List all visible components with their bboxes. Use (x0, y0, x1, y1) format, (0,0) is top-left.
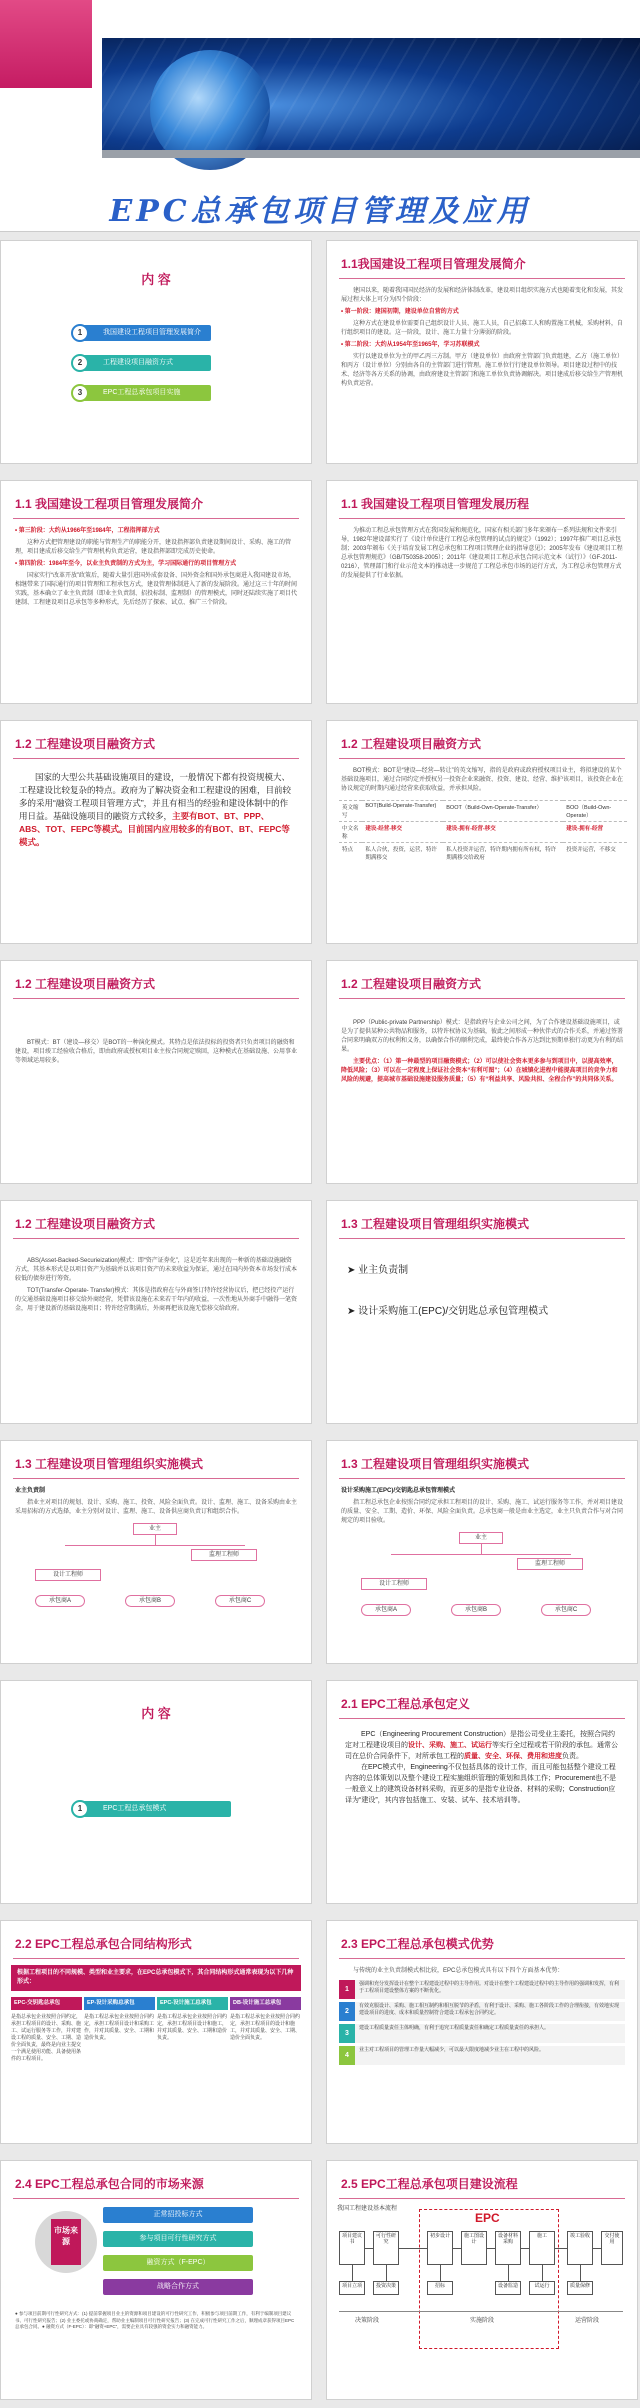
slide-financing-4 (326, 960, 638, 1184)
stage-heading: • 第二阶段：大约从1954年至1965年，学习苏联模式 (341, 342, 480, 348)
paragraph: 实行以建设单位为主的甲乙丙三方制。甲方（建设单位）由政府主管部门负责组建，乙方（施工单位）和丙方（设计单位）分别由各自的主管部门进行管理。施工单位行行建设单位领导。项目建设过程中的技术、经济等各方关系的协调，由政府建设主管部门和施工单位负责协调解决。项目建成后移交给生产管理机构负责运营。 (341, 354, 624, 387)
banner-texture (102, 38, 640, 150)
toc-item-1[interactable] (77, 1801, 231, 1817)
connector (593, 2248, 601, 2249)
connector (453, 2248, 461, 2249)
connector (352, 2265, 353, 2281)
market-bar: 战略合作方式 (103, 2279, 253, 2295)
list-item-label: 设计采购施工(EPC)/交钥匙总承包管理模式 (358, 1306, 549, 1317)
slide-body (341, 1967, 623, 1976)
slide-title: 1.2 工程建设项目融资方式 (15, 977, 156, 991)
item-number: 1 (339, 1980, 355, 1999)
contract-column (11, 1997, 82, 2063)
table-row (339, 801, 627, 822)
highlight-text: 设计、采购、施工、试运行 (408, 1742, 492, 1749)
slide-title: 2.4 EPC工程总承包合同的市场来源 (15, 2177, 204, 2191)
title-rule (339, 1718, 625, 1719)
list-item[interactable]: ➤ 设计采购施工(EPC)/交钥匙总承包管理模式 (347, 1306, 549, 1317)
slide-dev-intro-2 (0, 480, 312, 704)
paragraph: BOT模式：BOT是“建设—经营—转让”的英文缩写，指的是政府或政府授权项目业主，将拟建设的某个基础设施项目，通过合同约定并授权另一投资企业来融资、投资、建设、经营、维护该项目，该投资企业在协议规定的时期内通过经营来获取收益，并承担风险。 (341, 768, 624, 792)
paragraph: ABS(Asset-Backed-Securieization)模式：即“资产证券化”，这是近年来出现的一种新的基础设施融资方式，其基本形式是以项目资产为基础并以该项目资产的未来收益为保证，通过在国内外资本市场发行成本较低的债券进行筹资。 (15, 1258, 298, 1282)
stage-heading: • 第一阶段：建国初期，建设单位自营的方式 (341, 309, 459, 315)
column-header: EPC-交钥匙总承包 (11, 1997, 82, 2010)
org-node-contractor-b: 承包商B (451, 1604, 501, 1616)
slide-financing-3 (0, 960, 312, 1184)
paragraph: 国家的大型公共基础设施项目的建设，一般情况下都有投资规模大、工程建设比较复杂的特点。政府为了解决资金和工程建设的困难，目前较多的采用“融资工程项目管理方式”，并且有相当的经验和建设体制中的作用日益。基础设施项目的融资方式较多， (19, 772, 292, 821)
cover-divider (102, 150, 640, 158)
slide-note: ● 参与项目前期可行性研究方式：(1) 提前掌握项目业主的资源和项目建设的可行性研究工作，积极参与项目前期工作，有利于编制项目建议书、可行性研究报告；(2) 业主委托或协商确定，帮助业主编制项目可行性研究报告；(3) 在完成可行性研究工作之后，顺理成章获得项目EPC总承包合同。● 融资方式（F-EPC）：即“融资+EPC”，需要企业具有较强的资金实力和融资能力。 (15, 2311, 295, 2329)
flow-box: 试运行 (529, 2281, 555, 2295)
flow-box: 初步设计 (427, 2231, 453, 2265)
table-cell: BOOT（Build-Own-Operate-Transfer） (443, 801, 563, 822)
column-header: EP-设计采购总承包 (84, 1997, 155, 2010)
table-cell: BOO（Build-Own-Operate） (563, 801, 627, 822)
slide-body (341, 1019, 623, 1085)
slide-title: 1.2 工程建设项目融资方式 (15, 737, 156, 751)
flow-box: 招标 (427, 2281, 453, 2295)
list-item (339, 2024, 625, 2043)
toc-label: EPC工程总承包项目实施 (103, 389, 181, 396)
slide-title: 1.1我国建设工程项目管理发展简介 (341, 257, 526, 271)
highlight-text: 主要优点：（1）第一种最型的项目融资模式；（2）可以使社会资本更多参与到项目中，以提高效率，降低风险；（3）可以在一定程度上保证社会资本“有利可图”；（4）在城镇化进程中能提高项目的竞争力和风险的规避，提高城市基础设施建设服务质量；（5）有“利益共享、风险共担、全程合作”的共同体关系。 (341, 1059, 618, 1083)
slide-body (19, 771, 293, 849)
slide-body (341, 767, 623, 794)
table-cell: 建设-拥有-经营-移交 (443, 822, 563, 843)
org-node-designer: 设计工程师 (35, 1569, 101, 1581)
org-node-contractor-c: 承包商C (215, 1595, 265, 1607)
table-cell: 投资并运营，不移交 (563, 843, 627, 864)
org-node-supervisor: 监理工程师 (517, 1558, 583, 1570)
slide-title: 1.3 工程建设项目管理组织实施模式 (15, 1457, 204, 1471)
item-text: 业主对工程项目的管理工作量大幅减少，可以最大限度地减少业主在工程中的风险。 (355, 2046, 625, 2065)
item-text: 强调和充分发挥设计在整个工程建设过程中的主导作用。对设计在整个工程建设过程中的主导作用的强调和发挥，有利于工程项目建设整体方案的不断优化。 (355, 1980, 625, 1999)
market-bar: 正常招投标方式 (103, 2207, 253, 2223)
cover-accent-bar (0, 0, 92, 88)
stage-heading: • 第三阶段：大约从1966年至1984年，工程指挥部方式 (15, 528, 160, 534)
subheading: 业主负责制 (15, 1488, 46, 1494)
item-text: 有效克服设计、采购、施工相互制约和相互脱节的矛盾，有利于设计、采购、施工各阶段工作的合理衔接，有效地实现建设项目的进度、成本和质量控制符合建设工程承包合同约定。 (355, 2002, 625, 2021)
flow-box: 施工 (529, 2231, 555, 2265)
market-circle (35, 2211, 97, 2273)
contract-column (230, 1997, 301, 2063)
title-rule (339, 518, 625, 519)
paragraph: 指业主对项目的规划、设计、采购、施工、投资、风险全面负责。设计、监理、施工、设备采购由业主采用招标的方式选择，业主分别对设计、监理、施工、设备供应商负责订和组织合作。 (15, 1500, 298, 1515)
table-cell: 中文名称 (339, 822, 362, 843)
item-number: 4 (339, 2046, 355, 2065)
column-header: DB-设计施工总承包 (230, 1997, 301, 2010)
org-node-designer: 设计工程师 (361, 1578, 427, 1590)
contract-columns (11, 1997, 301, 2063)
slide-epc-advantages (326, 1920, 638, 2144)
slide-dev-intro (326, 240, 638, 464)
slide-title: 2.3 EPC工程总承包模式优势 (341, 1937, 494, 1951)
lead-banner: 根据工程项目的不同规模、类型和业主要求，在EPC总承包模式下，其合同结构形式通常表现为以下几种形式： (11, 1965, 301, 1991)
org-node-contractor-b: 承包商B (125, 1595, 175, 1607)
connector (481, 1544, 482, 1554)
table-cell: 建设-经营-移交 (362, 822, 443, 843)
phase-axis (339, 2311, 623, 2312)
title-rule (339, 2198, 625, 2199)
flow-box: 竣工验收 (567, 2231, 593, 2265)
paragraph: 负责。 (562, 1753, 583, 1760)
flow-box: 设备材料采购 (495, 2231, 521, 2265)
market-bar: 融资方式（F-EPC） (103, 2255, 253, 2271)
highlight-text: 主要有BOT、BT、PPP、ABS、TOT、FEPC等模式。目前国内应用较多的有BOT、BT、FEPC等模式。 (19, 811, 290, 847)
slide-financing-5 (0, 1200, 312, 1424)
slide-body (15, 1487, 297, 1517)
connector (580, 2265, 581, 2281)
paragraph: BT模式：BT（建设—移交）是BOT的一种演化模式。其特点是依法投标的投资者只负责项目的融资和建设，项目竣工经验收合格后，即由政府或授权项目业主按合同规定赎回，这种模式在基础设施、公用事业等领域运用较多。 (15, 1040, 298, 1064)
paragraph: EPC（Engineering Procurement Construction）是指公司受业主委托，按照合同约定对工程建设项目的 (345, 1731, 616, 1749)
cover-title: EPC总承包项目管理及应用 (109, 194, 531, 229)
slide-org-modes (326, 1200, 638, 1424)
column-text: 是指总承包企业按照合同约定，承担工程项目的设计、采购、施工、试运行服务等工作，并对建设工程的质量、安全、工期、造价全面负责，最终是向业主提交一个满足使用功能、具备使用条件的工程项目。 (11, 2014, 82, 2062)
org-node-contractor-a: 承包商A (361, 1604, 411, 1616)
connector (440, 2265, 441, 2281)
toc-num: 2 (71, 354, 89, 372)
table-row (339, 843, 627, 864)
connector (155, 1535, 156, 1545)
connector (508, 2265, 509, 2281)
connector (555, 2248, 567, 2249)
table-cell: 建设-拥有-经营 (563, 822, 627, 843)
column-text: 是指工程总承包企业按照合同约定，承担工程项目设计和采购工作，并对其质量、安全、工期和造价负责。 (84, 2014, 155, 2041)
slide-body (15, 1257, 297, 1314)
flow-box: 项目立项 (339, 2281, 365, 2295)
table-cell: 特点 (339, 843, 362, 864)
table-cell: 英文缩写 (339, 801, 362, 822)
paragraph: TOT(Transfer-Operate- Transfer)模式：其体是指政府在与外商签订特许经营协议后，把已经投产运行的交通基础设施项目移交给外商经营，凭借该设施在未来若干年内的收益，一次性地从外商手中融得一笔资金，用于建设新的基础设施项目；特许经营期满后，外商再把该设施无偿移交给政府。 (15, 1288, 298, 1312)
slide-financing-1 (0, 720, 312, 944)
title-rule (13, 518, 299, 519)
toc-label: 我国建设工程项目管理发展简介 (103, 329, 201, 336)
connector (365, 2248, 373, 2249)
slide-body (341, 527, 623, 581)
item-text: 建设工程质量责任主体明确，有利于追究工程质量责任和确定工程质量责任的承担人。 (355, 2024, 625, 2043)
paragraph: 在EPC模式中，Engineering不仅包括具体的设计工作，而且可能包括整个建设工程内容的总体策划以及整个建设工程实施组织管理的策划和具体工作；Procurement也不是一般意义上的建筑设备材料采购，而更多的是指专业设备、材料的采购；Construction应译为“建设”，其内容包括施工、安装、试车、技术培训等。 (345, 1764, 617, 1804)
slide-body (15, 527, 297, 608)
title-rule (13, 1238, 299, 1239)
slide-title: 1.3 工程建设项目管理组织实施模式 (341, 1217, 530, 1231)
title-rule (339, 998, 625, 999)
toc-num: 1 (71, 324, 89, 342)
connector (386, 2265, 387, 2281)
slide-title: 2.5 EPC工程总承包项目建设流程 (341, 2177, 518, 2191)
cover-slide (0, 0, 640, 232)
market-diagram (13, 2201, 299, 2311)
epc-label: EPC (475, 2211, 500, 2225)
slide-title: 1.2 工程建设项目融资方式 (341, 977, 482, 991)
title-rule (13, 998, 299, 999)
org-chart (341, 1532, 623, 1622)
paragraph: 建国以来，随着我国国民经济的发展和经济体制改革，建设项目组织实施方式也随着变化和发展，其发展过程大体上可分为四个阶段： (341, 288, 624, 303)
paragraph: 等实行全过程或若干阶段的承包。通常公司在总价合同条件下，对所承包工程的 (345, 1742, 618, 1760)
connector (391, 1554, 571, 1555)
connector (65, 1545, 245, 1546)
title-rule (339, 1958, 625, 1959)
slide-epc-flow (326, 2160, 638, 2400)
toc-title: 内 容 (141, 272, 171, 287)
slide-market-sources (0, 2160, 312, 2400)
slide-title: 1.2 工程建设项目融资方式 (341, 737, 482, 751)
title-rule (13, 758, 299, 759)
list-item[interactable]: ➤ 业主负责制 (347, 1265, 409, 1276)
connector (542, 2265, 543, 2281)
highlight-text: 质量、安全、环保、费用和进度 (464, 1753, 562, 1760)
list-item (339, 2046, 625, 2065)
org-node-contractor-c: 承包商C (541, 1604, 591, 1616)
slide-body (15, 1039, 297, 1066)
slide-body (345, 1729, 619, 1806)
slide-title: 2.1 EPC工程总承包定义 (341, 1697, 470, 1711)
toc-num: 1 (71, 1800, 89, 1818)
paragraph: PPP（Public-private Partnership）模式：是指政府与企业公司之间，为了合作建设基础设施项目，或是为了提供某种公共物品和服务，以特许权协议为基础，彼此之间形成一种伙伴式的合作关系，并通过签署合同来明确双方的权利和义务，以确保合作的顺利完成，最终使合作各方达到比预期单独行动更为有利的结果。 (341, 1020, 624, 1053)
slide-title: 2.2 EPC工程总承包合同结构形式 (15, 1937, 192, 1951)
toc-num: 3 (71, 384, 89, 402)
flow-box: 质量保修 (567, 2281, 593, 2295)
org-chart (15, 1523, 297, 1613)
phase-label: 决策阶段 (355, 2318, 380, 2324)
org-node-supervisor: 监理工程师 (191, 1549, 257, 1561)
column-text: 是指工程总承包企业按照合同约定，承担工程项目的设计和施工，并对其质量、安全、工期、造价全面负责。 (230, 2014, 301, 2041)
table-cell: 私人投资并运营，特许期内拥有所有权，特许期满移交给政府 (443, 843, 563, 864)
slide-title: 1.1 我国建设工程项目管理发展简介 (15, 497, 204, 511)
flow-box: 施工图设计 (461, 2231, 487, 2265)
slide-dev-history (326, 480, 638, 704)
flow-box: 设备监造 (495, 2281, 521, 2295)
item-number: 2 (339, 2002, 355, 2021)
list-item (339, 2002, 625, 2021)
slide-financing-2 (326, 720, 638, 944)
stage-heading: • 第四阶段：1984年至今，以业主负责制的方式为主，学习国际通行的项目管理方式 (15, 561, 237, 567)
paragraph: 与传统的业主负责制模式相比较，EPC总承包模式具有以下四个方面基本优势： (353, 1968, 564, 1974)
slide-body (341, 1487, 623, 1526)
list-item-label: 业主负责制 (358, 1265, 409, 1276)
title-rule (339, 1478, 625, 1479)
slide-title: 1.3 工程建设项目管理组织实施模式 (341, 1457, 530, 1471)
advantage-list (339, 1980, 625, 2065)
toc-item-2[interactable] (77, 355, 211, 371)
paragraph: 国家实行“改革开放”政策后，随着大量引进国外成套设备、国外资金和国外承包商进入我国建设市场，相继带来了国际通行的项目管理和工程承包方式，建设管理体制进入了新的发展阶段。通过这三十年的时间实践，基本确立了业主负责制（即业主负责制、招投标制、监理制）的管理模式，同时还陆续实施了项目代建制、工程建设项目总承包等多种形式，先后经历了探索、试点、推广三个阶段。 (15, 573, 298, 606)
bullet-list (347, 1261, 637, 1317)
slide-body (341, 287, 623, 389)
flow-box: 可行性研究 (373, 2231, 399, 2265)
title-rule (339, 1238, 625, 1239)
table-cell: 私人合伙，投资，运营，特许期满移交 (362, 843, 443, 864)
slide-title: 1.1 我国建设工程项目管理发展历程 (341, 497, 530, 511)
flow-box: 项目建议书 (339, 2231, 365, 2265)
slide-org-owner (0, 1440, 312, 1664)
title-rule (13, 2198, 299, 2199)
table-row (339, 822, 627, 843)
org-node-contractor-a: 承包商A (35, 1595, 85, 1607)
flow-box: 投资决策 (373, 2281, 399, 2295)
financing-table (339, 800, 627, 863)
table-cell: BOT(Build-Operate-Transfer) (362, 801, 443, 822)
toc-item-1[interactable] (77, 325, 211, 341)
title-rule (339, 278, 625, 279)
market-center-label: 市场来源 (51, 2219, 81, 2265)
connector (487, 2248, 495, 2249)
slide-org-epc (326, 1440, 638, 1664)
paragraph: 为推动工程总承包管理方式在我国发展和规范化，国家有相关部门多年来颁布一系列法规和文件来引导，1982年建设部实行了《设计单位进行工程总承包管理的试点的规定》（1992）；1997年推广项目总承包制；2003年颁布《关于培育发展工程总承包和工程项目管理企业的指导意见》；2005年发布《建设项目工程总承包管理规范》（GB/T50358-2005）；2011年《建设项目工程总承包合同示范文本（试行）》（GF-2011-0216），管理部门和行业示范文本的推动进一步规范了工程总承包市场的运行方式，为工程总承包管理方式的发展提供了行业依据。 (341, 528, 623, 579)
title-rule (13, 1478, 299, 1479)
org-node-owner: 业主 (133, 1523, 177, 1535)
flow-diagram (335, 2201, 629, 2324)
flow-box: 交付使用 (601, 2231, 623, 2265)
toc-label: 工程建设项目融资方式 (103, 359, 173, 366)
paragraph: 指工程总承包企业按照合同约定承担工程项目的设计、采购、施工、试运行服务等工作，并对项目建设的质量、安全、工期、造价、环保、风险全面负责。总承包商一般是由业主选定，业主只负责合作与对合同规定的项目验收。 (341, 1500, 624, 1524)
phase-label: 运营阶段 (575, 2318, 600, 2324)
column-text: 是指工程总承包企业按照合同约定，承担工程项目设计和施工，并对其质量、安全、工期和造价负责。 (157, 2014, 228, 2041)
contract-column (157, 1997, 228, 2063)
column-header: EPC-设计施工总承包 (157, 1997, 228, 2010)
connector (399, 2248, 427, 2249)
slide-contract-structure (0, 1920, 312, 2144)
subheading: 设计采购施工(EPC)/交钥匙总承包管理模式 (341, 1488, 456, 1494)
paragraph: 这种方式把管理建设的职能与管理生产的职能分开，建设指挥部负责建设期间设计、采购、施工的管理，项目建成后移交给生产管理机构负责运营，建设指挥部即完成历史使命。 (15, 540, 292, 555)
market-bar: 参与项目可行性研究方式 (103, 2231, 253, 2247)
toc-title: 内 容 (141, 1706, 171, 1721)
list-item (339, 1980, 625, 1999)
org-node-owner: 业主 (459, 1532, 503, 1544)
flow-caption: 我国工程建设基本流程 (337, 2206, 398, 2212)
connector (521, 2248, 529, 2249)
slide-epc-definition (326, 1680, 638, 1904)
contract-column (84, 1997, 155, 2063)
toc-label: EPC工程总承包模式 (103, 1805, 167, 1812)
item-number: 3 (339, 2024, 355, 2043)
title-rule (13, 1958, 299, 1959)
slide-title: 1.2 工程建设项目融资方式 (15, 1217, 156, 1231)
title-rule (339, 758, 625, 759)
toc-slide[interactable] (0, 240, 312, 464)
phase-label: 实施阶段 (470, 2318, 495, 2324)
toc-item-3[interactable] (77, 385, 211, 401)
paragraph: 这种方式在建设单位需要自己组织设计人员、施工人员，自己招募工人和购置施工机械，采购材料，自行组织项目的建设。这一阶段，设计、施工力量十分薄弱的阶段。 (341, 321, 624, 336)
toc-slide-2[interactable] (0, 1680, 312, 1904)
